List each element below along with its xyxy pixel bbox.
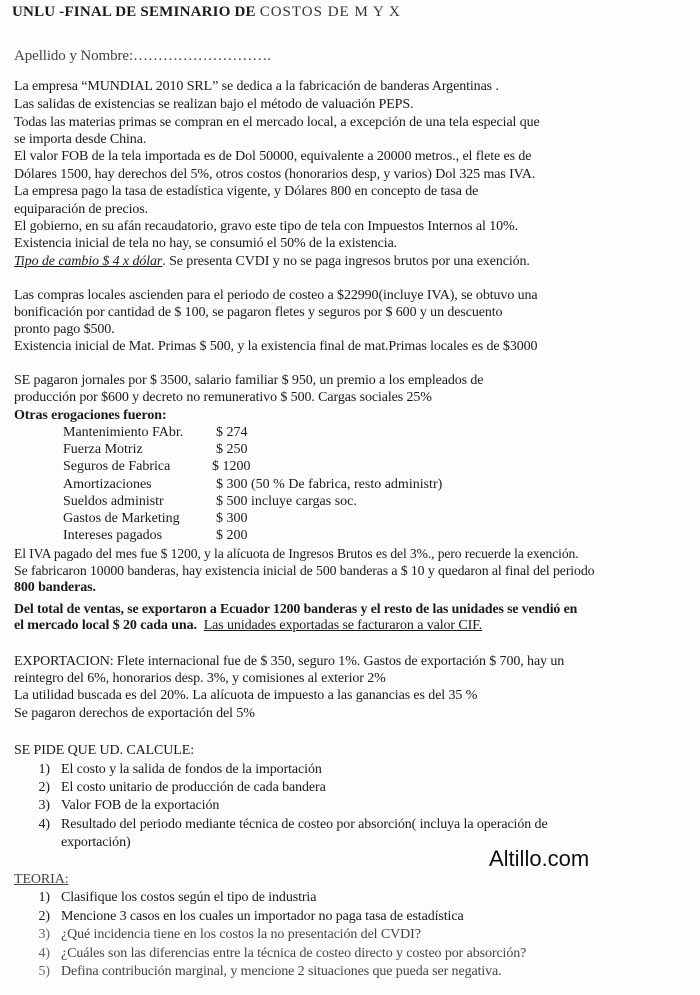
expense-label: Mantenimiento FAbr. <box>63 425 184 440</box>
p4-line-0: El IVA pagado del mes fue $ 1200, y la alícuota de Ingresos Brutos es del 3%., pero recuerde la exención. <box>14 546 579 561</box>
expense-label: Seguros de Fabrica <box>63 459 171 474</box>
name-field-label: Apellido y Nombre:………………………. <box>14 48 271 64</box>
p3-line-1: producción por $600 y decreto no remunerativo $ 500. Cargas sociales 25% <box>14 390 432 405</box>
p2-line-3: Existencia inicial de Mat. Primas $ 500, y la existencia final de mat.Primas locales es de $3000 <box>14 339 538 354</box>
exam-title <box>12 4 401 20</box>
other-expenses-heading: Otras erogaciones fueron: <box>14 408 167 423</box>
export-line-0: EXPORTACION: Flete internacional fue de $ 350, seguro 1%. Gastos de exportación $ 700, hay un <box>14 654 565 669</box>
theory-text: Clasifique los costos según el tipo de industria <box>61 890 317 905</box>
p1-line-8: El gobierno, en su afán recaudatorio, gravo este tipo de tela con Impuestos Internos al 10%. <box>14 219 518 234</box>
exchange-rate-line <box>14 254 530 270</box>
export-line-2: La utilidad buscada es del 20%. La alícuota de impuesto a las ganancias es del 35 % <box>14 688 478 703</box>
theory-heading: TEORIA: <box>14 872 69 887</box>
expense-value: $ 250 <box>216 442 248 457</box>
theory-number: 3) <box>38 927 50 942</box>
expense-value: $ 300 <box>216 511 248 526</box>
export-line-3: Se pagaron derechos de exportación del 5% <box>14 706 255 721</box>
theory-number: 2) <box>38 909 50 924</box>
sales-cif-note: Las unidades exportadas se facturaron a valor CIF. <box>203 618 483 633</box>
expense-value: $ 1200 <box>212 459 251 474</box>
p2-line-0: Las compras locales ascienden para el periodo de costeo a $22990(incluye IVA), se obtuvo una <box>14 288 538 303</box>
exchange-rate-rest: . Se presenta CVDI y no se paga ingresos brutos por una exención. <box>162 254 530 269</box>
site-watermark: Altillo.com <box>489 846 590 871</box>
sales-line-1: Del total de ventas, se exportaron a Ecuador 1200 banderas y el resto de las unidades se vendió en <box>14 601 578 616</box>
expense-label: Amortizaciones <box>63 477 152 492</box>
theory-text: Defina contribución marginal, y mencione 2 situaciones que pueda ser negativa. <box>61 964 502 979</box>
p4-line-1: Se fabricaron 10000 banderas, hay existencia inicial de 500 banderas a $ 10 y quedaron al final del periodo <box>14 563 595 578</box>
p1-line-1: Las salidas de existencias se realizan bajo el método de valuación PEPS. <box>14 97 414 112</box>
p1-line-6: La empresa pago la tasa de estadística vigente, y Dólares 800 en concepto de tasa de <box>14 184 479 199</box>
export-line-1: reintegro del 6%, honorarios desp. 3%, y comisiones al exterior 2% <box>14 671 386 686</box>
questions-heading: SE PIDE QUE UD. CALCULE: <box>14 743 194 758</box>
question-number: 3) <box>38 798 50 813</box>
question-number: 2) <box>38 780 50 795</box>
question-number: 4) <box>38 817 50 832</box>
theory-text: Mencione 3 casos en los cuales un importador no paga tasa de estadística <box>61 909 464 924</box>
question-4-continued: exportación) <box>61 835 131 850</box>
p1-line-5: Dólares 1500, hay derechos del 5%, otros costos (honorarios desp, y varios) Dol 325 mas IVA. <box>14 167 536 182</box>
expense-value: $ 200 <box>216 528 248 543</box>
theory-text: ¿Qué incidencia tiene en los costos la no presentación del CVDI? <box>61 927 421 942</box>
expense-label: Intereses pagados <box>63 528 163 543</box>
expense-value: $ 300 (50 % De fabrica, resto administr) <box>216 477 443 492</box>
p1-line-4: El valor FOB de la tela importada es de Dol 50000, equivalente a 20000 metros., el flete es de <box>14 149 532 164</box>
expense-value: $ 274 <box>216 425 248 440</box>
p4-line-2: 800 banderas. <box>14 580 96 595</box>
p2-line-1: bonificación por cantidad de $ 100, se pagaron fletes y seguros por $ 600 y un descuento <box>14 305 503 320</box>
p1-line-2: Todas las materias primas se compran en el mercado local, a excepción de una tela especial que <box>14 115 540 130</box>
question-text: Valor FOB de la exportación <box>61 798 220 813</box>
theory-number: 1) <box>38 890 50 905</box>
exchange-rate: Tipo de cambio $ 4 x dólar <box>14 254 163 269</box>
p1-line-7: equiparación de precios. <box>14 202 149 217</box>
p3-line-0: SE pagaron jornales por $ 3500, salario familiar $ 950, un premio a los empleados de <box>14 373 484 388</box>
question-number: 1) <box>38 762 50 777</box>
question-text: Resultado del periodo mediante técnica de costeo por absorción( incluya la operación de <box>61 817 548 832</box>
question-text: El costo unitario de producción de cada bandera <box>61 780 326 795</box>
expense-value: $ 500 incluye cargas soc. <box>216 494 357 509</box>
p1-line-0: La empresa “MUNDIAL 2010 SRL” se dedica a la fabricación de banderas Argentinas . <box>14 79 499 94</box>
title-left: UNLU -FINAL DE SEMINARIO DE <box>12 4 260 20</box>
p1-line-9: Existencia inicial de tela no hay, se consumió el 50% de la existencia. <box>14 236 398 251</box>
theory-number: 4) <box>38 946 50 961</box>
theory-text: ¿Cuáles son las diferencias entre la técnica de costeo directo y costeo por absorción? <box>61 946 527 961</box>
expense-label: Fuerza Motriz <box>63 442 143 457</box>
sales-line-2 <box>14 618 482 634</box>
p2-line-2: pronto pago $500. <box>14 322 115 337</box>
question-text: El costo y la salida de fondos de la importación <box>61 762 322 777</box>
sales-local-price: el mercado local $ 20 cada una. <box>14 618 197 633</box>
p1-line-3: se importa desde China. <box>14 132 147 147</box>
expense-label: Gastos de Marketing <box>63 511 180 526</box>
expense-label: Sueldos administr <box>63 494 164 509</box>
theory-number: 5) <box>38 964 50 979</box>
title-right: COSTOS DE M Y X <box>259 4 401 20</box>
